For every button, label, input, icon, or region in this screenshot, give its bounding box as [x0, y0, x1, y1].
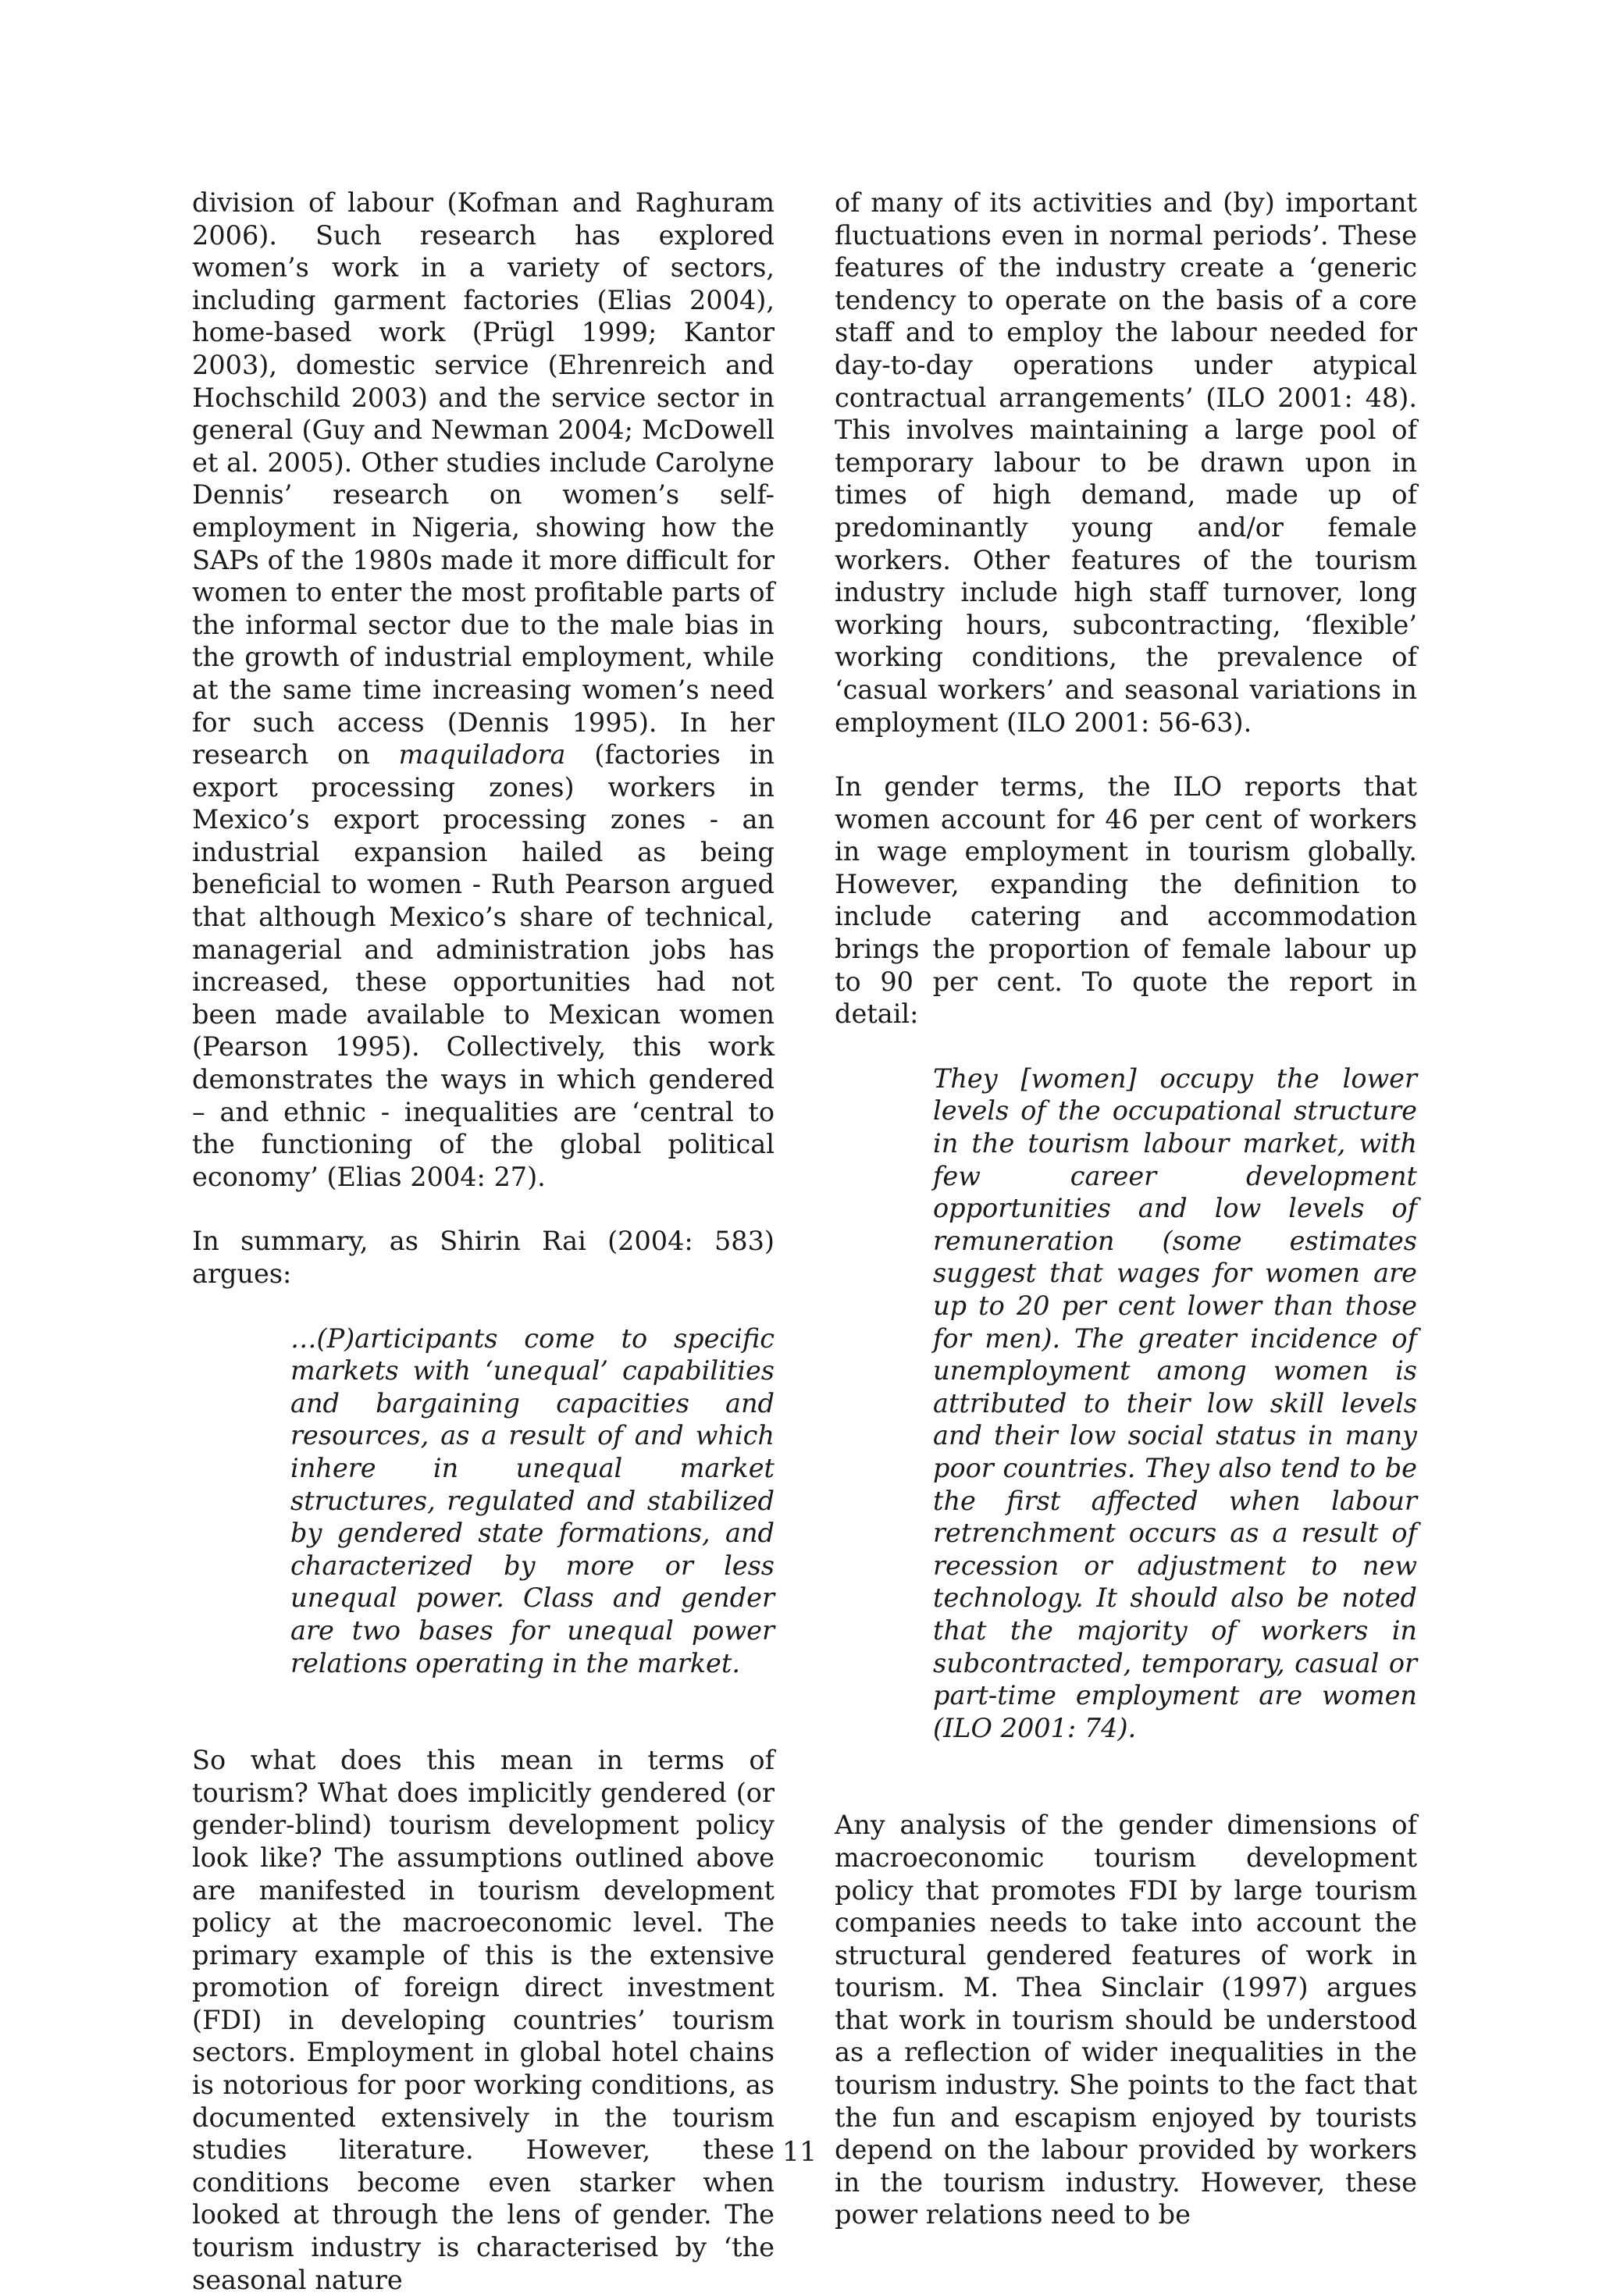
paragraph: division of labour (Kofman and Raghuram 2006). Such research has explored women’s work in a variety of sectors, including garment factories (Elias 2004), home-based work (Prügl 1999; Kantor 2003), domestic service (Ehrenreich and Hochschild 2003) and the service sector in general (Guy and Newman 2004; McDowell et al. 2005). Other studies include Carolyne Dennis’ research on women’s self-employment in Nigeria, showing how the SAPs of the 1980s made it more difficult for women to enter the most profitable parts of the informal sector due to the male bias in the growth of industrial employment, while at the same time increasing women’s need for such access (Dennis 1995). In her research on maquiladora (factories in export processing zones) workers in Mexico’s export processing zones - an industrial expansion hailed as being beneficial to women - Ruth Pearson argued that although Mexico’s share of technical, managerial and administration jobs has increased, these opportunities had not been made available to Mexican women (Pearson 1995). Collectively, this work demonstrates the ways in which gendered – and ethnic - inequalities are ‘central to the functioning of the global political economy’ (Elias 2004: 27). — [192, 187, 775, 1192]
paragraph: Any analysis of the gender dimensions of macroeconomic tourism development policy that promotes FDI by large tourism companies needs to take into account the structural gendered features of work in tourism. M. Thea Sinclair (1997) argues that work in tourism should be understood as a reflection of wider inequalities in the tourism industry. She points to the fact that the fun and escapism enjoyed by tourists depend on the labour provided by workers in the tourism industry. However, these power relations need to be — [835, 1810, 1417, 2230]
right-column — [835, 187, 1417, 2231]
paragraph: So what does this mean in terms of tourism? What does implicitly gendered (or gender-blind) tourism development policy look like? The assumptions outlined above are manifested in tourism development policy at the macroeconomic level. The primary example of this is the extensive promotion of foreign direct investment (FDI) in developing countries’ tourism sectors. Employment in global hotel chains is notorious for poor working conditions, as documented extensively in the tourism studies literature. However, these conditions become even starker when looked at through the lens of gender. The tourism industry is characterised by ‘the seasonal nature — [192, 1745, 775, 2295]
block-quote: …(P)articipants come to specific markets with ‘unequal’ capabilities and bargaining capacities and resources, as a result of and which inhere in unequal market structures, regulated and stabilized by gendered state formations, and characterized by more or less unequal power. Class and gender are two bases for unequal power relations operating in the market. — [290, 1322, 775, 1678]
left-column — [192, 187, 775, 2296]
block-quote: They [women] occupy the lower levels of the occupational structure in the tourism labour market, with few career development opportunities and low levels of remuneration (some estimates suggest that wages for women are up to 20 per cent lower than those for men). The greater incidence of unemployment among women is attributed to their low skill levels and their low social status in many poor countries. They also tend to be the first affected when labour retrenchment occurs as a result of recession or adjustment to new technology. It should also be noted that the majority of workers in subcontracted, temporary, casual or part-time employment are women (ILO 2001: 74). — [933, 1063, 1417, 1743]
page-number: 11 — [782, 2137, 817, 2168]
italic-term: maquiladora — [398, 739, 566, 771]
paragraph: In summary, as Shirin Rai (2004: 583) argues: — [192, 1226, 775, 1289]
paragraph: In gender terms, the ILO reports that women account for 46 per cent of workers in wage employment in tourism globally. However, expanding the definition to include catering and accommodation brings the proportion of female labour up to 90 per cent. To quote the report in detail: — [835, 771, 1417, 1030]
paragraph: of many of its activities and (by) important fluctuations even in normal periods’. These features of the industry create a ‘generic tendency to operate on the basis of a core staff and to employ the labour needed for day-to-day operations under atypical contractual arrangements’ (ILO 2001: 48). This involves maintaining a large pool of temporary labour to be drawn upon in times of high demand, made up of predominantly young and/or female workers. Other features of the tourism industry include high staff turnover, long working hours, subcontracting, ‘flexible’ working conditions, the prevalence of ‘casual workers’ and seasonal variations in employment (ILO 2001: 56-63). — [835, 187, 1417, 738]
